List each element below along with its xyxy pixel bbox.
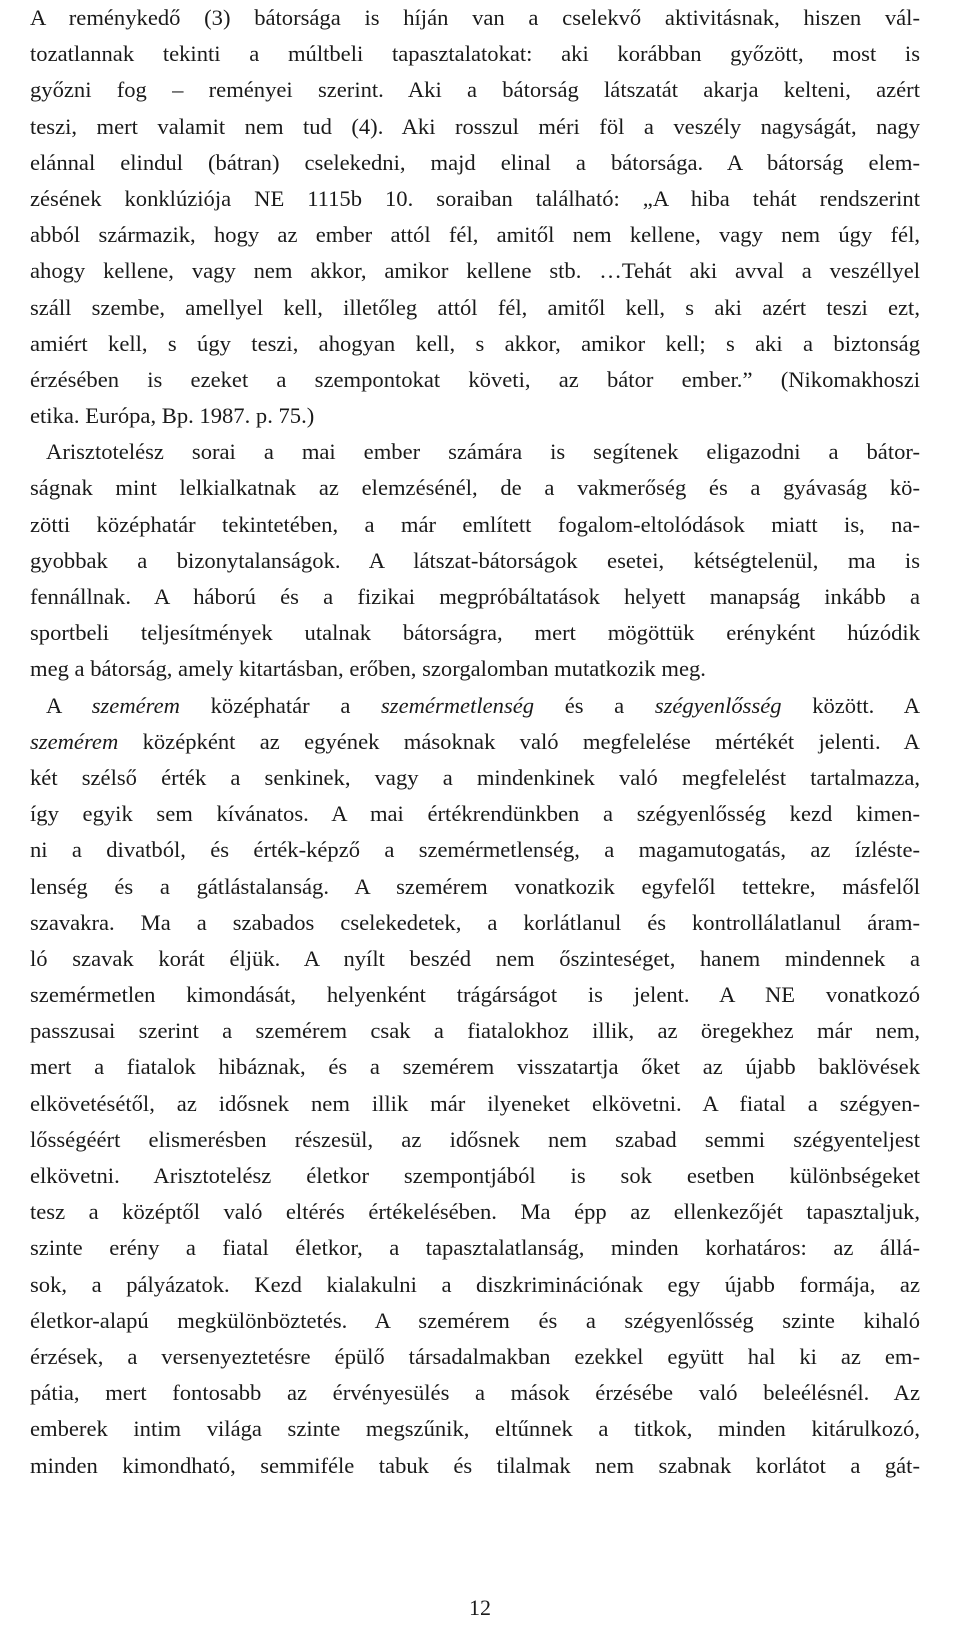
text-line: mert a fiatalok hibáznak, és a szemérem visszatartja őket az újabb baklövések bbox=[30, 1054, 920, 1080]
text-line: szinte erény a fiatal életkor, a tapasztalatlanság, minden korhatáros: az állá- bbox=[30, 1235, 920, 1261]
text-line: így egyik sem kívánatos. A mai értékrendünkben a szégyenlősség kezd kimen- bbox=[30, 801, 920, 827]
text-fragment: között. A bbox=[781, 692, 921, 718]
text-line: teszi, mert valamit nem tud (4). Aki rosszul méri föl a veszély nagyságát, nagy bbox=[30, 113, 920, 139]
text-line-with-italics bbox=[30, 724, 920, 760]
text-line: ni a divatból, és érték-képző a szemérmetlenség, a magamutogatás, az ízléste- bbox=[30, 837, 920, 863]
text-line: A reménykedő (3) bátorsága is híján van a cselekvő aktivitásnak, hiszen vál- bbox=[30, 5, 920, 30]
text-line: tesz a középtől való eltérés értékelésében. Ma épp az ellenkezőjét tapasztaljuk, bbox=[30, 1199, 920, 1225]
text-line: tozatlannak tekinti a múltbeli tapasztalatokat: aki korábban győzött, most is bbox=[30, 41, 920, 67]
text-line: minden kimondható, semmiféle tabuk és tilalmak nem szabnak korlátot a gát- bbox=[30, 1452, 920, 1478]
text-line: sportbeli teljesítmények utalnak bátorságra, mert mögöttük erényként húzódik bbox=[30, 620, 920, 646]
text-line: szemérmetlen kimondását, helyenként trágárságot is jelent. A NE vonatkozó bbox=[30, 982, 920, 1008]
italic-term: szemérmetlenség bbox=[380, 692, 535, 718]
text-line: meg a bátorság, amely kitartásban, erőben, szorgalomban mutatkozik meg. bbox=[30, 656, 706, 682]
text-line: ahogy kellene, vagy nem akkor, amikor kellene stb. …Tehát aki avval a veszéllyel bbox=[30, 258, 920, 284]
text-line: győzni fog – reményei szerint. Aki a bátorság látszatát akarja kelteni, azért bbox=[30, 77, 920, 103]
text-line: ságnak mint lelkialkatnak az elemzésénél, de a vakmerőség és a gyávaság kö- bbox=[30, 475, 920, 501]
italic-term: szemérem bbox=[91, 692, 180, 718]
text-line: gyobbak a bizonytalanságok. A látszat-bátorságok esetei, kétségtelenül, ma is bbox=[30, 547, 920, 573]
text-line: sok, a pályázatok. Kezd kialakulni a diszkriminációnak egy újabb formája, az bbox=[30, 1271, 920, 1297]
text-line: amiért kell, s úgy teszi, ahogyan kell, s akkor, amikor kell; s aki a biztonság bbox=[30, 330, 920, 356]
italic-term: szemérem bbox=[30, 728, 119, 754]
text-line: életkor-alapú megkülönböztetés. A szemérem és a szégyenlősség szinte kihaló bbox=[30, 1307, 920, 1333]
text-line: elkövetésétől, az idősnek nem illik már ilyeneket elkövetni. A fiatal a szégyen- bbox=[30, 1090, 920, 1116]
text-fragment: középként az egyének másoknak való megfelelése mértékét jelenti. A bbox=[118, 728, 920, 754]
text-line: etika. Európa, Bp. 1987. p. 75.) bbox=[30, 403, 315, 429]
text-line: érzésében is ezeket a szempontokat követi, az bátor ember.” (Nikomakhoszi bbox=[30, 366, 920, 392]
text-line: elánnal elindul (bátran) cselekedni, majd elinal a bátorsága. A bátorság elem- bbox=[30, 149, 920, 175]
text-fragment: A bbox=[46, 692, 92, 718]
text-line: lősségéért elismerésben részesül, az idősnek nem szabad semmi szégyenteljest bbox=[30, 1126, 920, 1152]
text-line: lenség és a gátlástalanság. A szemérem vonatkozik egyfelől tettekre, másfelől bbox=[30, 873, 920, 899]
text-line: szavakra. Ma a szabados cselekedetek, a korlátlanul és kontrollálatlanul áram- bbox=[30, 909, 920, 935]
text-line: pátia, mert fontosabb az érvényesülés a mások érzésébe való beleélésnél. Az bbox=[30, 1380, 920, 1406]
text-line: fennállnak. A háború és a fizikai megpróbáltatások helyett manapság inkább a bbox=[30, 584, 920, 609]
text-line: ló szavak korát éljük. A nyílt beszéd nem őszinteséget, hanem mindennek a bbox=[30, 945, 920, 971]
text-fragment: és a bbox=[534, 692, 655, 718]
text-line: abból származik, hogy az ember attól fél, amitől nem kellene, vagy nem úgy fél, bbox=[30, 222, 920, 248]
text-line: emberek intim világa szinte megszűnik, eltűnnek a titkok, minden kitárulkozó, bbox=[30, 1416, 920, 1442]
text-line: zötti középhatár tekintetében, a már említett fogalom-eltolódások miatt is, na- bbox=[30, 511, 920, 537]
italic-term: szégyenlősség bbox=[654, 692, 782, 718]
document-page bbox=[30, 0, 920, 1484]
text-line: zésének konklúziója NE 1115b 10. soraiban található: „A hiba tehát rendszerint bbox=[30, 185, 920, 211]
text-line: két szélső érték a senkinek, vagy a mindenkinek való megfelelést tartalmazza, bbox=[30, 764, 920, 790]
text-line-with-italics bbox=[30, 688, 920, 724]
text-line: elkövetni. Arisztotelész életkor szempontjából is sok esetben különbségeket bbox=[30, 1163, 920, 1188]
text-line: Arisztotelész sorai a mai ember számára is segítenek eligazodni a bátor- bbox=[46, 439, 920, 465]
text-fragment: középhatár a bbox=[179, 692, 381, 718]
text-line: száll szembe, amellyel kell, illetőleg attól fél, amitől kell, s aki azért teszi ezt, bbox=[30, 294, 920, 320]
text-line: passzusai szerint a szemérem csak a fiatalokhoz illik, az öregekhez már nem, bbox=[30, 1018, 920, 1044]
text-line: érzések, a versenyeztetésre épülő társadalmakban ezekkel együtt hal ki az em- bbox=[30, 1343, 920, 1369]
page-number: 12 bbox=[469, 1595, 491, 1620]
